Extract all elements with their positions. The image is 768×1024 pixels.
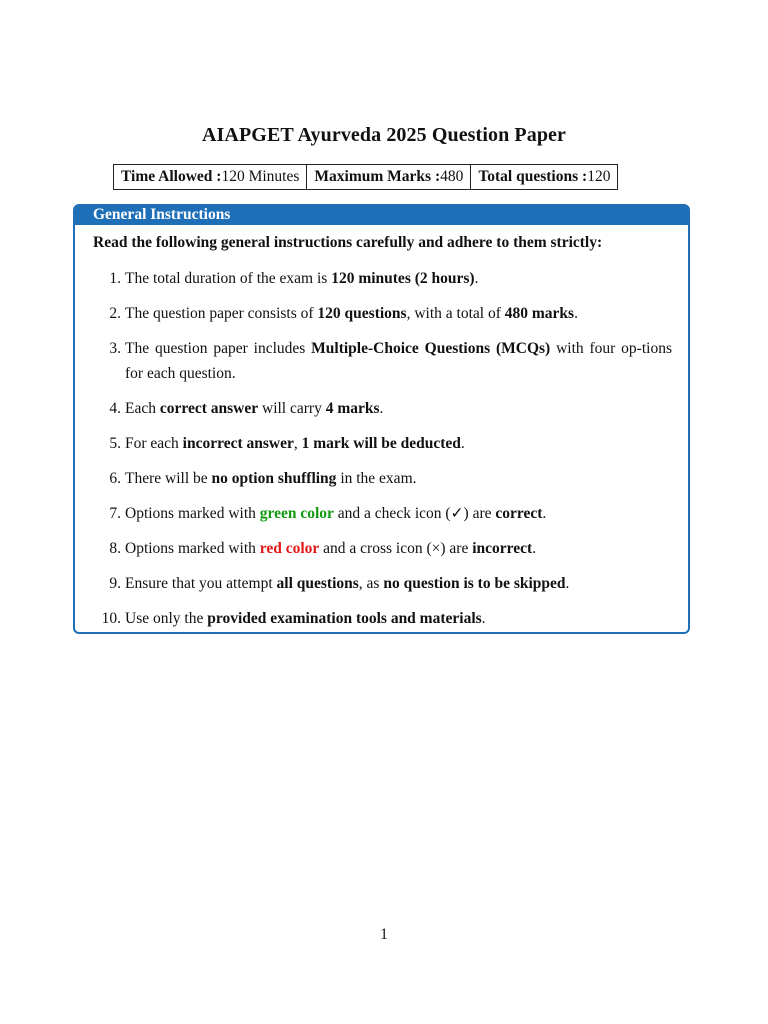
- item-number: 2.: [109, 305, 121, 322]
- total-questions-value: 120: [587, 168, 611, 185]
- item-text: Use only the: [125, 610, 208, 627]
- item-text: ,: [293, 435, 302, 452]
- instructions-list: [75, 266, 688, 641]
- item-emphasis: provided examination tools and materials: [207, 610, 482, 627]
- time-allowed-cell: [114, 165, 307, 190]
- item-emphasis: no question is to be skipped: [383, 575, 566, 592]
- maximum-marks-cell: [307, 165, 471, 190]
- item-number: 1.: [109, 270, 121, 287]
- list-item: [75, 501, 688, 526]
- list-item: [75, 301, 688, 326]
- item-text: Each: [125, 400, 160, 417]
- red-color-text: red color: [259, 540, 320, 557]
- item-emphasis: Multiple-Choice Questions (MCQs): [311, 340, 551, 357]
- item-emphasis: 120 questions: [317, 305, 407, 322]
- page-title: AIAPGET Ayurveda 2025 Question Paper: [202, 124, 566, 146]
- page-number: 1: [380, 926, 388, 943]
- list-item: [75, 431, 688, 456]
- general-instructions-box: [73, 204, 690, 634]
- item-emphasis: 480 marks: [504, 305, 575, 322]
- item-text: The total duration of the exam is: [125, 270, 332, 287]
- item-text: will carry: [258, 400, 326, 417]
- item-number: 8.: [109, 540, 121, 557]
- item-text: There will be: [125, 470, 212, 487]
- item-text: The question paper consists of: [125, 305, 318, 322]
- item-number: 3.: [109, 340, 121, 357]
- list-item: [75, 571, 688, 596]
- item-number: 5.: [109, 435, 121, 452]
- item-number: 4.: [109, 400, 121, 417]
- list-item: [75, 536, 688, 561]
- exam-info-table: [113, 164, 618, 190]
- list-item: [75, 606, 688, 631]
- item-emphasis: correct answer: [159, 400, 259, 417]
- total-questions-label: Total questions :: [478, 168, 588, 185]
- item-number: 9.: [109, 575, 121, 592]
- item-text: in the exam.: [336, 470, 417, 487]
- item-text: with four op-tions for each question.: [125, 340, 672, 382]
- item-text: , as: [358, 575, 384, 592]
- item-text: .: [481, 610, 486, 627]
- item-emphasis: no option shuffling: [211, 470, 337, 487]
- item-emphasis: incorrect: [472, 540, 533, 557]
- item-text: and a check icon (✓) are: [333, 505, 496, 522]
- item-text: .: [532, 540, 537, 557]
- item-number: 10.: [101, 610, 121, 627]
- item-text: .: [474, 270, 479, 287]
- maximum-marks-value: 480: [440, 168, 464, 185]
- item-text: .: [542, 505, 547, 522]
- item-text: and a cross icon (×) are: [319, 540, 473, 557]
- item-emphasis: 4 marks: [325, 400, 380, 417]
- item-text: Options marked with: [125, 505, 260, 522]
- item-text: .: [565, 575, 570, 592]
- item-emphasis: incorrect answer: [182, 435, 294, 452]
- item-text: .: [460, 435, 465, 452]
- time-allowed-label: Time Allowed :: [121, 168, 222, 185]
- item-text: .: [574, 305, 578, 322]
- item-text: The question paper includes: [125, 340, 312, 357]
- item-text: Ensure that you attempt: [125, 575, 277, 592]
- item-text: , with a total of: [406, 305, 505, 322]
- list-item: [75, 396, 688, 421]
- item-text: For each: [125, 435, 183, 452]
- list-item: [75, 336, 688, 386]
- time-allowed-value: 120 Minutes: [221, 168, 300, 185]
- item-number: 6.: [109, 470, 121, 487]
- item-emphasis: all questions: [276, 575, 359, 592]
- instructions-lead: Read the following general instructions carefully and adhere to them strictly:: [93, 234, 603, 251]
- item-emphasis: correct: [495, 505, 543, 522]
- item-emphasis: 120 minutes (2 hours): [331, 270, 475, 287]
- general-instructions-header: General Instructions: [75, 206, 688, 225]
- item-text: Options marked with: [125, 540, 260, 557]
- item-emphasis: 1 mark will be deducted: [301, 435, 461, 452]
- total-questions-cell: [471, 165, 618, 190]
- green-color-text: green color: [259, 505, 334, 522]
- item-number: 7.: [109, 505, 121, 522]
- maximum-marks-label: Maximum Marks :: [314, 168, 441, 185]
- list-item: [75, 266, 688, 291]
- item-text: .: [379, 400, 384, 417]
- list-item: [75, 466, 688, 491]
